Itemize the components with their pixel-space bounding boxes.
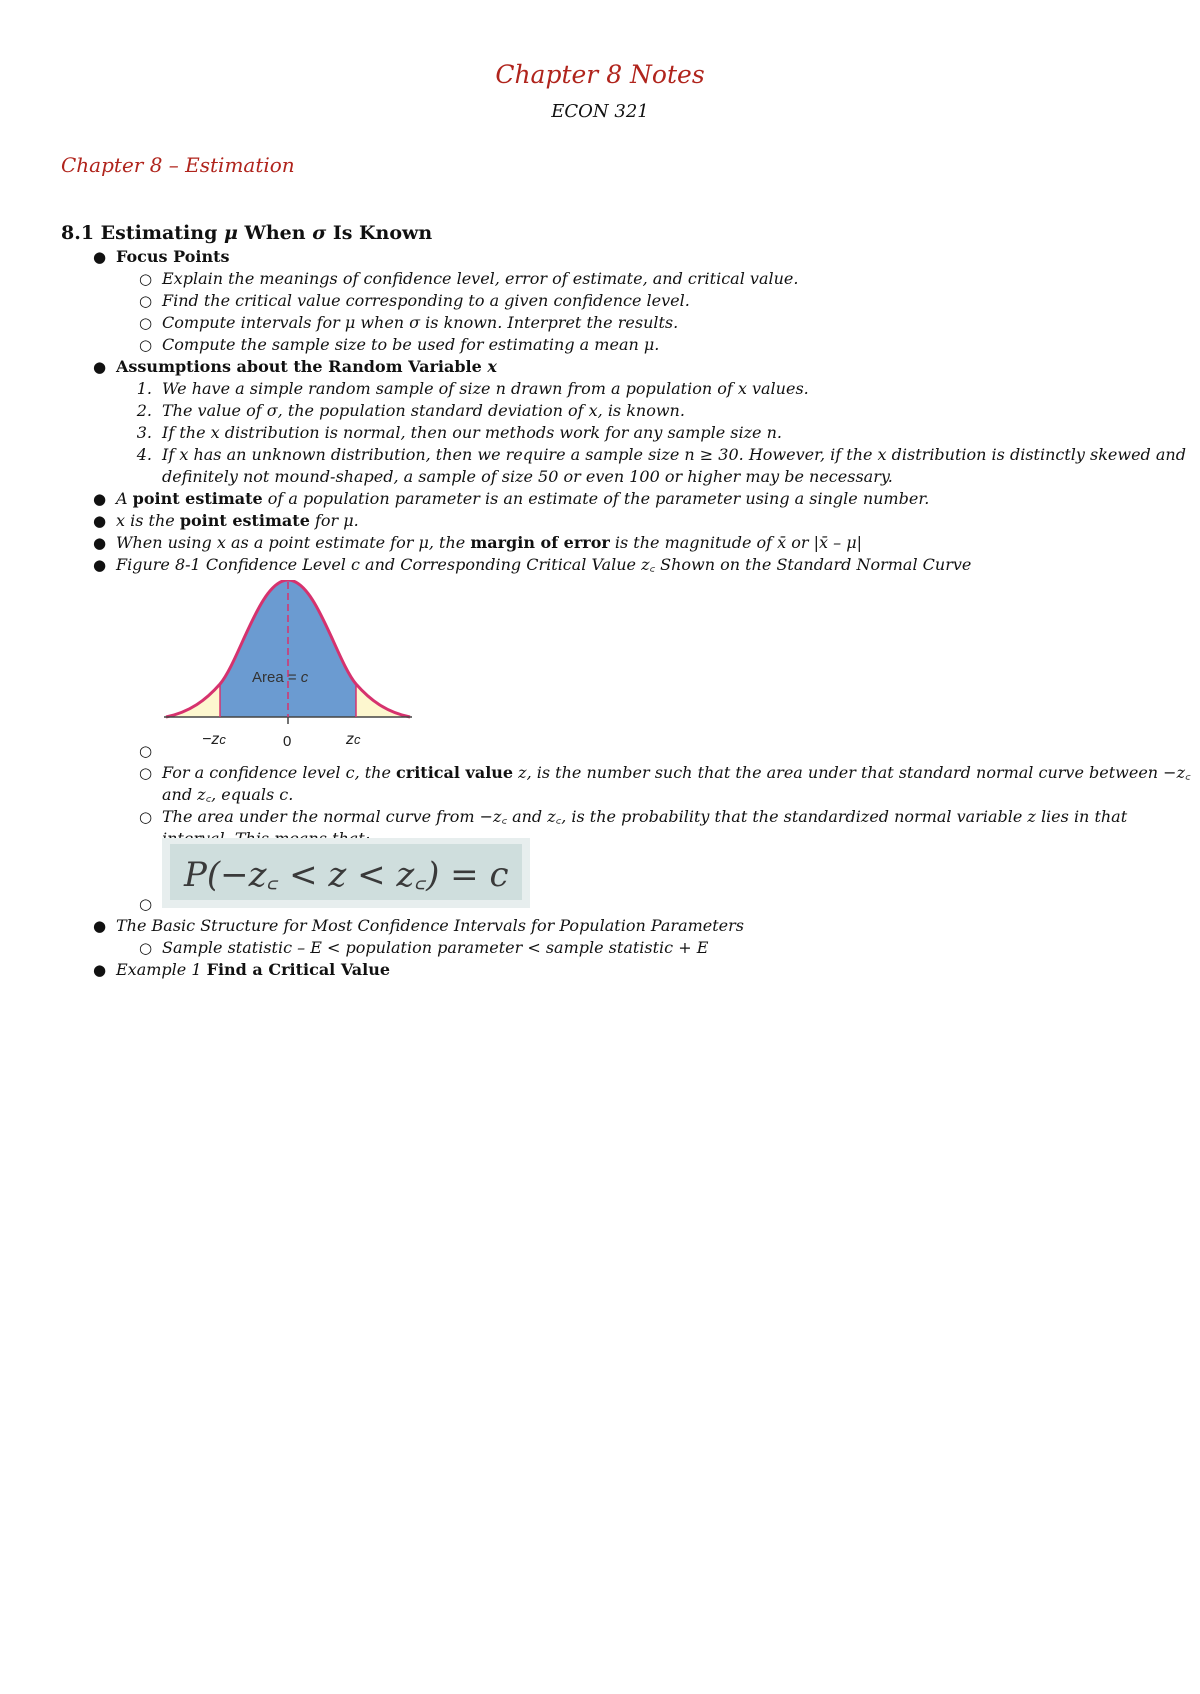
bullet-icon: ● [93,490,107,508]
focus-item: Compute intervals for μ when σ is known. Interpret the results. [162,313,679,332]
page-title: Chapter 8 Notes [495,60,705,89]
zc-label [345,731,361,748]
x-point-estimate [116,510,359,532]
assumption-item: We have a simple random sample of size n drawn from a population of x values. [162,379,809,398]
text-span: For a confidence level c, the [162,763,397,782]
area-probability-text: The area under the normal curve from −z꜀ and z꜀, is the probability that the standardized normal variable z lies in that [162,807,1128,826]
example-heading [116,959,390,981]
bullet-icon: ● [93,358,107,376]
circle-bullet-icon: ○ [139,270,153,288]
bullet-icon: ● [93,512,107,530]
list-number: 4. [136,445,152,464]
circle-bullet-icon: ○ [139,742,153,760]
assumptions-heading-text: Assumptions about the Random Variable [116,357,488,376]
neg-zc-label [202,731,226,748]
focus-item: Find the critical value corresponding to a given confidence level. [162,291,690,310]
bold-term: margin of error [470,533,610,552]
circle-bullet-icon: ○ [139,808,153,826]
focus-heading: Focus Points [116,247,230,266]
text-span: z, is the number such that the area under that standard normal curve between −z꜀ [513,763,1191,782]
zc-text: z [346,731,354,748]
critical-value-definition [162,762,1191,784]
text-span: When using x as a point estimate for μ, the [116,533,471,552]
text-span: Example 1 [116,960,207,979]
zero-label: 0 [283,733,292,750]
formula-text: P(−z꜀ < z < z꜀) = c [184,855,509,895]
left-tail-area [166,684,220,717]
section-mid: When [237,222,313,244]
circle-bullet-icon: ○ [139,764,153,782]
formula-background [170,844,522,900]
text-span: is the magnitude of x̄ or |x̄ – μ| [609,533,862,552]
bold-term: point estimate [179,511,310,530]
list-number: 2. [136,401,152,420]
normal-curve-figure [160,580,420,750]
formula-image [162,838,530,908]
circle-bullet-icon: ○ [139,939,153,957]
list-number: 3. [136,423,152,442]
area-label-var: c [300,669,309,686]
bold-term: critical value [396,763,514,782]
bold-term: point estimate [132,489,263,508]
bullet-icon: ● [93,534,107,552]
focus-item: Explain the meanings of confidence level, error of estimate, and critical value. [162,269,799,288]
section-sigma: σ [312,222,327,244]
list-number: 1. [136,379,152,398]
text-span: of a population parameter is an estimate of the parameter using a single number. [262,489,930,508]
area-label-text: Area = [252,669,301,686]
text-span: A [116,489,133,508]
bullet-icon: ● [93,556,107,574]
critical-value-continued: and z꜀, equals c. [162,785,294,804]
circle-bullet-icon: ○ [139,336,153,354]
section-heading [61,222,432,244]
area-label [252,669,309,686]
focus-item: Compute the sample size to be used for estimating a mean μ. [162,335,660,354]
assumption-item: If x has an unknown distribution, then we require a sample size n ≥ 30. However, if the x distribution is distinctly skewed and [162,445,1186,464]
assumption-item-continued: definitely not mound-shaped, a sample of size 50 or even 100 or higher may be necessary. [162,467,893,486]
zc-sub: c [354,732,361,747]
section-suffix: Is Known [326,222,433,244]
circle-bullet-icon: ○ [139,895,153,913]
basic-structure-item: Sample statistic – E < population parameter < sample statistic + E [162,938,709,957]
bullet-icon: ● [93,248,107,266]
basic-structure-heading: The Basic Structure for Most Confidence Intervals for Population Parameters [116,916,745,935]
neg-zc-sub: c [219,732,226,747]
bullet-icon: ● [93,917,107,935]
assumptions-heading [116,356,497,378]
figure-caption: Figure 8-1 Confidence Level c and Corresponding Critical Value z꜀ Shown on the Standard Normal Curve [116,555,972,574]
assumptions-heading-var: x [487,357,497,376]
text-span: for μ. [309,511,359,530]
assumption-item: If the x distribution is normal, then our methods work for any sample size n. [162,423,782,442]
chapter-heading: Chapter 8 – Estimation [61,153,295,177]
margin-of-error-definition [116,532,862,554]
point-estimate-definition [116,488,929,510]
bold-term: Find a Critical Value [206,960,391,979]
right-tail-area [356,684,410,717]
circle-bullet-icon: ○ [139,314,153,332]
circle-bullet-icon: ○ [139,292,153,310]
assumption-item: The value of σ, the population standard deviation of x, is known. [162,401,685,420]
section-prefix: 8.1 Estimating [61,222,224,244]
section-mu: μ [223,222,238,244]
neg-zc-text: −z [202,731,220,748]
course-code: ECON 321 [551,101,649,122]
text-span: x is the [116,511,180,530]
bullet-icon: ● [93,961,107,979]
